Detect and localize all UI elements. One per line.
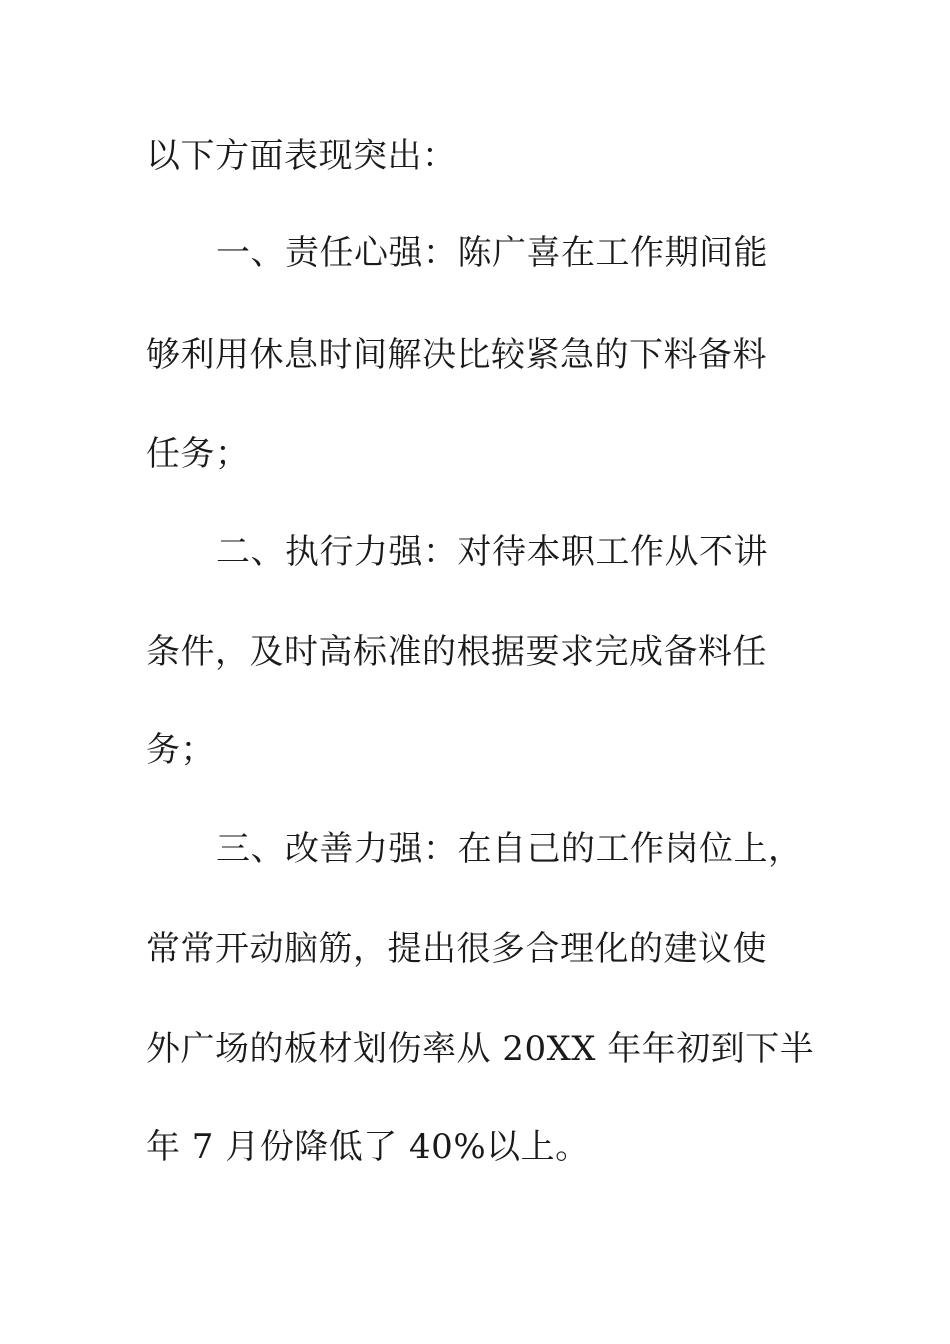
text-line: 任务； — [146, 434, 250, 474]
text-line: 外广场的板材划伤率从 20XX 年年初到下半 — [146, 1029, 815, 1069]
text-line: 条件，及时高标准的根据要求完成备料任 — [146, 632, 767, 672]
text-line: 够利用休息时间解决比较紧急的下料备料 — [146, 335, 767, 375]
text-line-point-two: 二、执行力强：对待本职工作从不讲 — [216, 532, 768, 572]
text-line: 常常开动脑筋，提出很多合理化的建议使 — [146, 929, 767, 969]
text-line-point-three: 三、改善力强：在自己的工作岗位上， — [216, 829, 803, 869]
text-line: 务； — [146, 730, 215, 770]
text-line-intro: 以下方面表现突出： — [146, 136, 457, 176]
text-line: 年 7 月份降低了 40%以上。 — [146, 1127, 590, 1167]
text-line-point-one: 一、责任心强：陈广喜在工作期间能 — [216, 233, 768, 273]
